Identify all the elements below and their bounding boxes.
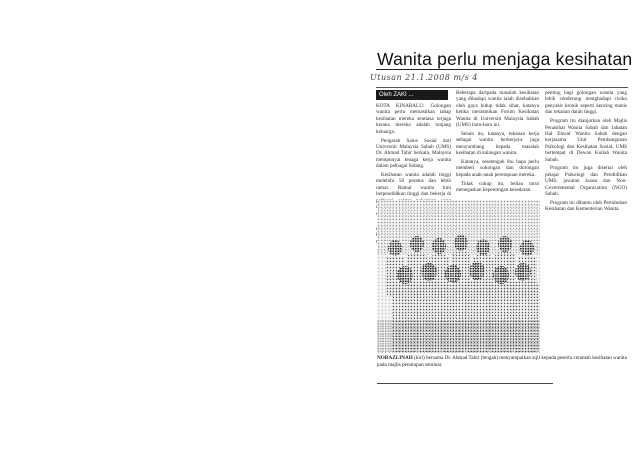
group-photo [377,200,540,353]
headline-rule [376,69,628,70]
paragraph: Pengarah Sains Sosial dari Universiti Malaysia Sabah (UMS) Dr. Ahmad Tahir berkata, Malaysia mempunyai tenaga kerja wanita dalam pelbagai bidang. [376,137,451,170]
article-column-3 [545,90,627,340]
article-byline: Oleh ZAKI ... [376,90,448,100]
paragraph: Program itu dianjurkan oleh Majlis Penasihat Wanita Sabah dan Jabatan Hal Ehwal Wanita Sabah dengan kerjasama Unit Pembangunan Psikologi dan Kesihatan Sosial, UMS bertempat di Dewan Kuliah Wanita Sabah. [545,118,627,163]
paragraph: KOTA KINABALU: Golongan wanita perlu memastikan tahap kesihatan mereka sentiasa terjaga kerana mereka adalah tunjang keluarga. [376,103,451,135]
footer-rule [377,383,553,384]
caption-lead: NORAZLINAH [377,355,413,361]
paragraph: Tidak cukup itu, beliau turut menegaskan kepentingan kesedaran. [456,180,539,194]
paragraph: Kesihatan wanita adalah tinggi melebihi 50 peratus dan lebih ramai. Ramai wanita kini berpendidikan tinggi dan bekerja di [376,172,451,198]
paragraph: Beberapa daripada masalah kesihatan yang dihadapi wanita ialah disebabkan oleh gaya hidup tidak sihat, katanya ketika merasmikan Forum Kesihatan Wanita di Universiti Malaysia Sabah (UMS) baru-baru ini. [456,90,539,129]
article-headline: Wanita perlu menjaga kesihatan [377,49,633,69]
article-column-1 [376,103,451,197]
paragraph: Program itu dibantu oleh Pertubuhan Kesihatan dan Kementerian Wanita. [545,200,627,213]
article-column-2 [456,90,539,197]
paragraph: penting bagi golongan wanita yang lebih cenderung menghadapi risiko penyakit kronik seperti kencing manis dan tekanan darah tinggi. [545,90,627,116]
paragraph: Selain itu, katanya, tekanan kerja sebagai wanita berkerjaya juga menyumbang kepada masalah kesihatan di kalangan wanita. [456,130,539,157]
photo-caption [377,355,627,369]
date-annotation: Utusan 21.1.2008 m/s 4 [370,73,478,82]
paragraph: Katanya, sesetengah ibu bapa perlu memberi sokongan dan dorongan kepada anak-anak perempuan mereka. [456,159,539,178]
caption-text: (kiri) bersama Dr. Ahmad Tahir (tengah) menyampaikan sijil kepada peserta ceramah kesihatan wanita pada majlis penutupan seminar. [377,355,627,368]
byline-rule [376,87,628,88]
paragraph: Program itu juga disertai oleh pelajar Psikologi dan Pendidikan UMS, jawatan kuasa dan Non-Governmental Organization (NGO) Sabah. [545,165,627,198]
